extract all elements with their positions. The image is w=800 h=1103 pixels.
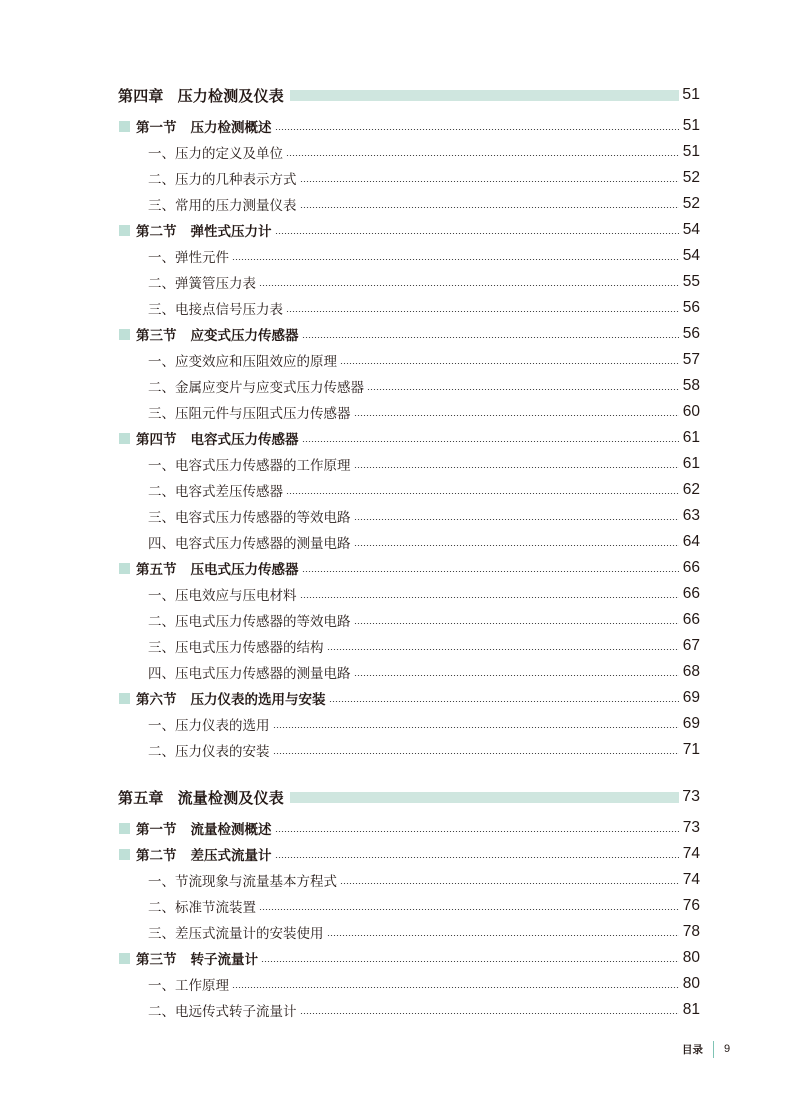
section-page-number: 54 bbox=[682, 221, 700, 238]
dot-leader bbox=[275, 129, 680, 130]
dot-leader bbox=[275, 857, 680, 858]
section-square-icon bbox=[119, 225, 130, 236]
section-number: 第五节 bbox=[136, 562, 177, 578]
chapter-page-number: 51 bbox=[682, 86, 700, 103]
chapter-name: 流量检测及仪表 bbox=[177, 788, 285, 807]
section-name: 电容式压力传感器 bbox=[190, 432, 299, 448]
subsection-page-number: 51 bbox=[682, 143, 700, 160]
subsection-entry[interactable] bbox=[0, 737, 800, 763]
section-number: 第一节 bbox=[136, 120, 177, 136]
chapter-bar bbox=[290, 90, 679, 101]
subsection-entry[interactable] bbox=[0, 399, 800, 425]
subsection-entry[interactable] bbox=[0, 893, 800, 919]
section-page-number: 80 bbox=[682, 949, 700, 966]
section-title bbox=[136, 558, 299, 578]
subsection-title: 四、电容式压力传感器的测量电路 bbox=[148, 536, 351, 552]
chapter-heading[interactable] bbox=[0, 84, 800, 106]
subsection-page-number: 58 bbox=[682, 377, 700, 394]
section-number: 第六节 bbox=[136, 692, 177, 708]
section-page-number: 56 bbox=[682, 325, 700, 342]
dot-leader bbox=[300, 1013, 680, 1014]
section-title bbox=[136, 818, 272, 838]
subsection-page-number: 69 bbox=[682, 715, 700, 732]
section-title bbox=[136, 428, 299, 448]
section-square-icon bbox=[119, 693, 130, 704]
section-number: 第三节 bbox=[136, 952, 177, 968]
subsection-entry[interactable] bbox=[0, 243, 800, 269]
subsection-page-number: 74 bbox=[682, 871, 700, 888]
subsection-title: 三、压阻元件与压阻式压力传感器 bbox=[148, 406, 351, 422]
subsection-entry[interactable] bbox=[0, 295, 800, 321]
subsection-entry[interactable] bbox=[0, 503, 800, 529]
subsection-entry[interactable] bbox=[0, 997, 800, 1023]
subsection-page-number: 61 bbox=[682, 455, 700, 472]
section-entry[interactable] bbox=[0, 217, 800, 243]
footer-section-label: 目录 bbox=[682, 1043, 703, 1056]
subsection-title: 二、电远传式转子流量计 bbox=[148, 1004, 297, 1020]
subsection-title: 一、弹性元件 bbox=[148, 250, 229, 266]
subsection-title: 二、压电式压力传感器的等效电路 bbox=[148, 614, 351, 630]
subsection-page-number: 80 bbox=[682, 975, 700, 992]
subsection-title: 二、弹簧管压力表 bbox=[148, 276, 256, 292]
subsection-entry[interactable] bbox=[0, 529, 800, 555]
subsection-title: 一、应变效应和压阻效应的原理 bbox=[148, 354, 337, 370]
subsection-page-number: 68 bbox=[682, 663, 700, 680]
section-square-icon bbox=[119, 953, 130, 964]
section-title bbox=[136, 948, 258, 968]
section-square-icon bbox=[119, 329, 130, 340]
section-title bbox=[136, 844, 272, 864]
section-number: 第三节 bbox=[136, 328, 177, 344]
section-name: 压力检测概述 bbox=[190, 120, 272, 136]
subsection-page-number: 55 bbox=[682, 273, 700, 290]
section-entry[interactable] bbox=[0, 113, 800, 139]
chapter-number: 第五章 bbox=[118, 788, 164, 807]
section-name: 流量检测概述 bbox=[190, 822, 272, 838]
dot-leader bbox=[302, 441, 680, 442]
section-page-number: 74 bbox=[682, 845, 700, 862]
dot-leader bbox=[273, 727, 680, 728]
chapter-bar bbox=[290, 792, 679, 803]
section-title bbox=[136, 220, 272, 240]
dot-leader bbox=[232, 987, 679, 988]
subsection-entry[interactable] bbox=[0, 659, 800, 685]
dot-leader bbox=[302, 571, 680, 572]
subsection-page-number: 66 bbox=[682, 611, 700, 628]
dot-leader bbox=[340, 363, 679, 364]
subsection-entry[interactable] bbox=[0, 607, 800, 633]
dot-leader bbox=[259, 909, 679, 910]
chapter-heading[interactable] bbox=[0, 786, 800, 808]
section-page-number: 66 bbox=[682, 559, 700, 576]
section-entry[interactable] bbox=[0, 841, 800, 867]
subsection-entry[interactable] bbox=[0, 269, 800, 295]
subsection-entry[interactable] bbox=[0, 165, 800, 191]
subsection-page-number: 57 bbox=[682, 351, 700, 368]
subsection-page-number: 54 bbox=[682, 247, 700, 264]
section-square-icon bbox=[119, 563, 130, 574]
dot-leader bbox=[354, 675, 680, 676]
dot-leader bbox=[367, 389, 679, 390]
section-entry[interactable] bbox=[0, 815, 800, 841]
section-number: 第四节 bbox=[136, 432, 177, 448]
section-square-icon bbox=[119, 823, 130, 834]
section-name: 压力仪表的选用与安装 bbox=[190, 692, 326, 708]
subsection-entry[interactable] bbox=[0, 451, 800, 477]
dot-leader bbox=[354, 623, 680, 624]
section-name: 压电式压力传感器 bbox=[190, 562, 299, 578]
subsection-page-number: 63 bbox=[682, 507, 700, 524]
footer-page-number: 9 bbox=[724, 1043, 731, 1055]
section-title bbox=[136, 116, 272, 136]
section-entry[interactable] bbox=[0, 425, 800, 451]
subsection-title: 一、压电效应与压电材料 bbox=[148, 588, 297, 604]
dot-leader bbox=[286, 493, 679, 494]
dot-leader bbox=[232, 259, 679, 260]
section-number: 第一节 bbox=[136, 822, 177, 838]
subsection-title: 二、标准节流装置 bbox=[148, 900, 256, 916]
subsection-entry[interactable] bbox=[0, 867, 800, 893]
section-name: 差压式流量计 bbox=[190, 848, 272, 864]
dot-leader bbox=[300, 181, 680, 182]
subsection-entry[interactable] bbox=[0, 139, 800, 165]
dot-leader bbox=[340, 883, 679, 884]
section-number: 第二节 bbox=[136, 224, 177, 240]
chapter-page-number: 73 bbox=[682, 788, 700, 805]
subsection-page-number: 52 bbox=[682, 169, 700, 186]
subsection-page-number: 81 bbox=[682, 1001, 700, 1018]
chapter-block bbox=[0, 84, 800, 763]
section-name: 应变式压力传感器 bbox=[190, 328, 299, 344]
subsection-entry[interactable] bbox=[0, 581, 800, 607]
dot-leader bbox=[354, 519, 680, 520]
subsection-page-number: 60 bbox=[682, 403, 700, 420]
chapter-block bbox=[0, 786, 800, 1023]
subsection-page-number: 66 bbox=[682, 585, 700, 602]
subsection-entry[interactable] bbox=[0, 191, 800, 217]
dot-leader bbox=[261, 961, 679, 962]
subsection-page-number: 71 bbox=[682, 741, 700, 758]
subsection-title: 三、电容式压力传感器的等效电路 bbox=[148, 510, 351, 526]
subsection-title: 一、电容式压力传感器的工作原理 bbox=[148, 458, 351, 474]
subsection-title: 四、压电式压力传感器的测量电路 bbox=[148, 666, 351, 682]
dot-leader bbox=[354, 415, 680, 416]
dot-leader bbox=[354, 467, 680, 468]
subsection-title: 一、压力仪表的选用 bbox=[148, 718, 270, 734]
subsection-page-number: 52 bbox=[682, 195, 700, 212]
section-entry[interactable] bbox=[0, 321, 800, 347]
chapter-title bbox=[118, 787, 284, 808]
subsection-title: 二、金属应变片与应变式压力传感器 bbox=[148, 380, 364, 396]
section-title bbox=[136, 688, 326, 708]
subsection-title: 三、压电式压力传感器的结构 bbox=[148, 640, 324, 656]
page-footer bbox=[682, 1039, 730, 1059]
subsection-page-number: 56 bbox=[682, 299, 700, 316]
subsection-title: 二、电容式差压传感器 bbox=[148, 484, 283, 500]
section-square-icon bbox=[119, 849, 130, 860]
subsection-title: 二、压力仪表的安装 bbox=[148, 744, 270, 760]
subsection-title: 一、工作原理 bbox=[148, 978, 229, 994]
dot-leader bbox=[275, 831, 680, 832]
subsection-page-number: 62 bbox=[682, 481, 700, 498]
dot-leader bbox=[302, 337, 680, 338]
section-name: 弹性式压力计 bbox=[190, 224, 272, 240]
subsection-page-number: 67 bbox=[682, 637, 700, 654]
subsection-title: 三、差压式流量计的安装使用 bbox=[148, 926, 324, 942]
dot-leader bbox=[273, 753, 680, 754]
subsection-page-number: 76 bbox=[682, 897, 700, 914]
chapter-number: 第四章 bbox=[118, 86, 164, 105]
dot-leader bbox=[354, 545, 680, 546]
section-entry[interactable] bbox=[0, 685, 800, 711]
section-entry[interactable] bbox=[0, 555, 800, 581]
subsection-page-number: 64 bbox=[682, 533, 700, 550]
footer-separator bbox=[713, 1041, 714, 1058]
subsection-title: 一、节流现象与流量基本方程式 bbox=[148, 874, 337, 890]
section-number: 第二节 bbox=[136, 848, 177, 864]
subsection-entry[interactable] bbox=[0, 919, 800, 945]
subsection-entry[interactable] bbox=[0, 711, 800, 737]
section-entry[interactable] bbox=[0, 945, 800, 971]
subsection-entry[interactable] bbox=[0, 347, 800, 373]
section-page-number: 73 bbox=[682, 819, 700, 836]
chapter-title bbox=[118, 85, 284, 106]
subsection-page-number: 78 bbox=[682, 923, 700, 940]
section-page-number: 61 bbox=[682, 429, 700, 446]
dot-leader bbox=[300, 597, 680, 598]
dot-leader bbox=[329, 701, 680, 702]
dot-leader bbox=[327, 649, 680, 650]
section-name: 转子流量计 bbox=[190, 952, 258, 968]
chapter-name: 压力检测及仪表 bbox=[177, 86, 285, 105]
section-square-icon bbox=[119, 121, 130, 132]
subsection-entry[interactable] bbox=[0, 373, 800, 399]
dot-leader bbox=[300, 207, 680, 208]
subsection-entry[interactable] bbox=[0, 477, 800, 503]
section-page-number: 69 bbox=[682, 689, 700, 706]
section-square-icon bbox=[119, 433, 130, 444]
dot-leader bbox=[286, 155, 679, 156]
dot-leader bbox=[275, 233, 680, 234]
subsection-entry[interactable] bbox=[0, 971, 800, 997]
dot-leader bbox=[327, 935, 680, 936]
subsection-title: 三、常用的压力测量仪表 bbox=[148, 198, 297, 214]
subsection-title: 二、压力的几种表示方式 bbox=[148, 172, 297, 188]
section-title bbox=[136, 324, 299, 344]
subsection-entry[interactable] bbox=[0, 633, 800, 659]
dot-leader bbox=[286, 311, 679, 312]
subsection-title: 一、压力的定义及单位 bbox=[148, 146, 283, 162]
section-page-number: 51 bbox=[682, 117, 700, 134]
subsection-title: 三、电接点信号压力表 bbox=[148, 302, 283, 318]
dot-leader bbox=[259, 285, 679, 286]
